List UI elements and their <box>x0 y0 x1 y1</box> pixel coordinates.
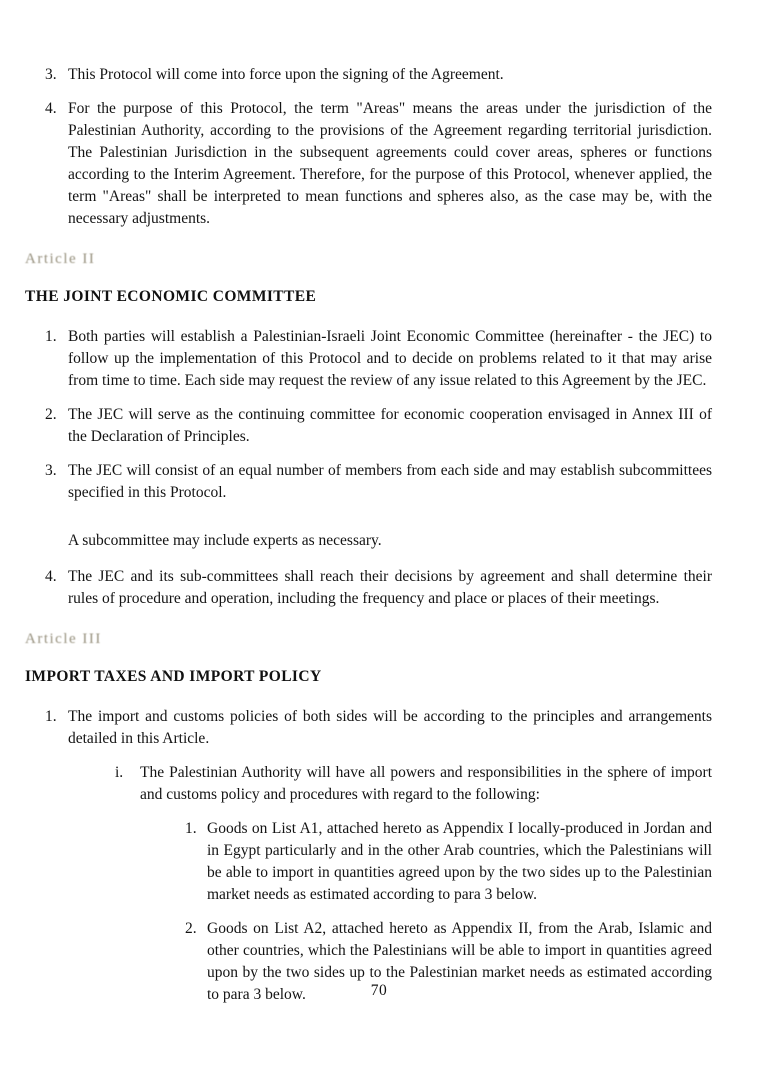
list-item <box>25 460 712 504</box>
item-number: 1. <box>45 328 57 345</box>
item-number: 2. <box>185 920 197 937</box>
item-text: Goods on List A1, attached hereto as Appendix I locally-produced in Jordan and in Egypt particularly and in the other Arab countries, which the Palestinians will be able to import in quantities agreed upon by the two sides up to the Palestinian market needs as estimated according to para 3 below. <box>207 820 712 903</box>
item-number: 3. <box>45 462 57 479</box>
item-text: Both parties will establish a Palestinian-Israeli Joint Economic Committee (hereinafter - the JEC) to follow up the implementation of this Protocol and to decide on problems related to it that may arise from time to time. Each side may request the review of any issue related to this Agreement by the JEC. <box>68 328 712 389</box>
subcommittee-note: A subcommittee may include experts as necessary. <box>68 532 382 549</box>
list-item <box>25 98 712 230</box>
item-text: This Protocol will come into force upon the signing of the Agreement. <box>68 66 504 83</box>
list-item <box>25 706 712 750</box>
item-number: 1. <box>185 820 197 837</box>
item-number: 4. <box>45 100 57 117</box>
item-text: The import and customs policies of both sides will be according to the principles and arrangements detailed in this Article. <box>68 708 712 747</box>
item-number: 3. <box>45 66 57 83</box>
item-text: For the purpose of this Protocol, the term "Areas" means the areas under the jurisdiction of the Palestinian Authority, according to the provisions of the Agreement regarding territorial jurisdiction. The Palestinian Jurisdiction in the subsequent agreements could cover areas, spheres or functions according to the Interim Agreement. Therefore, for the purpose of this Protocol, whenever applied, the term "Areas" shall be interpreted to mean functions and spheres also, as the case may be, with the necessary adjustments. <box>68 100 712 227</box>
article-ii-label: Article II <box>25 251 96 267</box>
item-text: The JEC will serve as the continuing committee for economic cooperation envisaged in Annex III of the Declaration of Principles. <box>68 406 712 445</box>
list-item <box>25 64 712 86</box>
page-number: 70 <box>370 982 388 999</box>
item-text: Goods on List A2, attached hereto as Appendix II, from the Arab, Islamic and other countries, which the Palestinians will be able to import in quantities agreed upon by the two sides up to the Palestinian market needs as estimated according to para 3 below. <box>207 920 712 1003</box>
item-number: 1. <box>45 708 57 725</box>
list-item <box>25 818 712 906</box>
list-item <box>25 762 712 806</box>
list-item <box>25 404 712 448</box>
section-heading-jec: THE JOINT ECONOMIC COMMITTEE <box>25 288 317 305</box>
item-number: 4. <box>45 568 57 585</box>
item-number: i. <box>115 764 124 781</box>
section-heading-import: IMPORT TAXES AND IMPORT POLICY <box>25 668 322 685</box>
item-text: The Palestinian Authority will have all powers and responsibilities in the sphere of import and customs policy and procedures with regard to the following: <box>140 764 712 803</box>
item-number: 2. <box>45 406 57 423</box>
article-iii-label: Article III <box>25 631 102 647</box>
list-item <box>25 326 712 392</box>
list-item <box>25 566 712 610</box>
item-text: The JEC will consist of an equal number of members from each side and may establish subcommittees specified in this Protocol. <box>68 462 712 501</box>
item-text: The JEC and its sub-committees shall reach their decisions by agreement and shall determine their rules of procedure and operation, including the frequency and place or places of their meetings. <box>68 568 712 607</box>
